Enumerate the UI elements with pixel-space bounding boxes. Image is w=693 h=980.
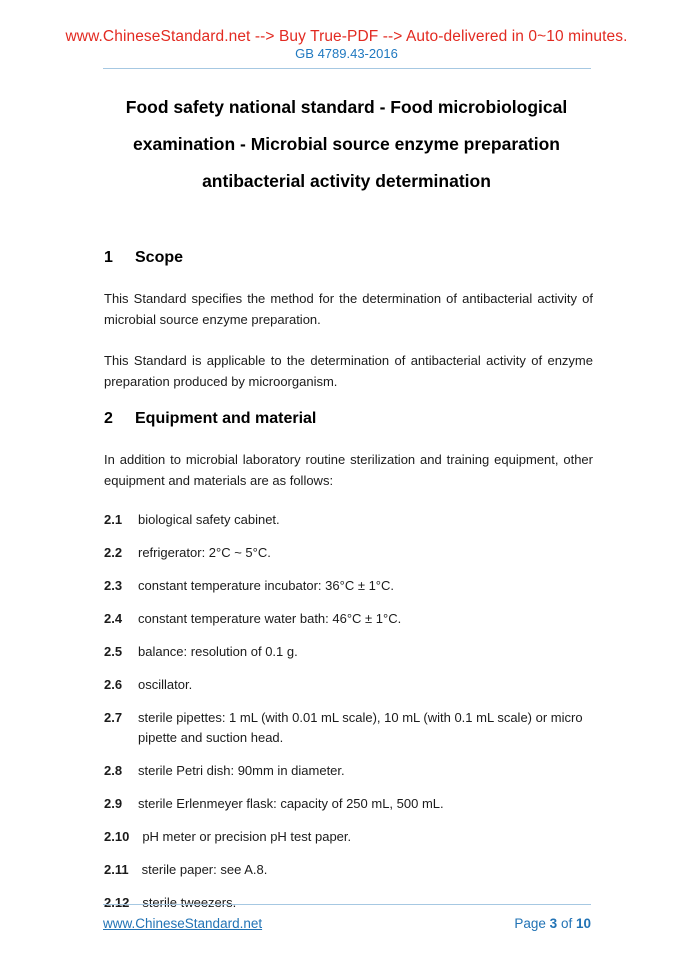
scope-paragraph-2: This Standard is applicable to the determination of antibacterial activity of enzyme preparation produced by microorganism. xyxy=(104,353,593,389)
page-total: 10 xyxy=(575,916,591,931)
item-text: balance: resolution of 0.1 g. xyxy=(138,644,298,659)
section-number: 1 xyxy=(104,249,113,266)
equipment-item xyxy=(104,576,593,596)
item-text: refrigerator: 2°C ~ 5°C. xyxy=(138,545,271,560)
equipment-item xyxy=(104,708,593,748)
item-number: 2.5 xyxy=(104,644,123,659)
document-title-line-1: Food safety national standard - Food microbiological xyxy=(125,97,568,117)
item-text: sterile tweezers. xyxy=(142,895,237,910)
equipment-item xyxy=(104,893,593,913)
document-title-line-3: antibacterial activity determination xyxy=(202,171,491,191)
equipment-item xyxy=(104,794,593,814)
item-text: constant temperature water bath: 46°C ± 1°C. xyxy=(138,611,402,626)
item-text: sterile Erlenmeyer flask: capacity of 250 mL, 500 mL. xyxy=(138,796,444,811)
equipment-item xyxy=(104,827,593,847)
page-footer xyxy=(103,915,591,933)
item-number: 2.12 xyxy=(104,895,130,910)
item-number: 2.10 xyxy=(104,829,130,844)
header-rule xyxy=(103,68,591,69)
section-number: 2 xyxy=(104,410,113,427)
item-number: 2.4 xyxy=(104,611,123,626)
equipment-item xyxy=(104,675,593,695)
item-text: constant temperature incubator: 36°C ± 1°C. xyxy=(138,578,394,593)
document-body xyxy=(0,247,693,913)
item-number: 2.6 xyxy=(104,677,123,692)
document-title xyxy=(0,89,693,200)
section-heading-scope xyxy=(104,247,593,268)
item-number: 2.11 xyxy=(104,862,129,877)
standard-code: GB 4789.43-2016 xyxy=(295,46,398,61)
item-number: 2.3 xyxy=(104,578,123,593)
equipment-item xyxy=(104,860,593,880)
item-number: 2.7 xyxy=(104,710,123,725)
page-word: Page xyxy=(514,916,546,931)
equipment-list xyxy=(104,510,593,913)
item-number: 2.9 xyxy=(104,796,123,811)
item-number: 2.8 xyxy=(104,763,123,778)
equipment-item xyxy=(104,761,593,781)
item-number: 2.2 xyxy=(104,545,123,560)
document-title-line-2: examination - Microbial source enzyme preparation xyxy=(133,134,560,154)
equipment-item xyxy=(104,642,593,662)
item-text: sterile pipettes: 1 mL (with 0.01 mL scale), 10 mL (with 0.1 mL scale) or micro pipette and suction head. xyxy=(138,710,583,745)
of-word: of xyxy=(560,916,573,931)
page-current: 3 xyxy=(549,916,558,931)
equipment-intro-paragraph: In addition to microbial laboratory routine sterilization and training equipment, other equipment and materials are as follows: xyxy=(104,452,593,488)
footer-rule xyxy=(103,904,591,905)
section-title: Equipment and material xyxy=(135,410,317,427)
promo-banner-text: www.ChineseStandard.net --> Buy True-PDF --> Auto-delivered in 0~10 minutes. xyxy=(65,28,628,45)
item-text: biological safety cabinet. xyxy=(138,512,280,527)
equipment-item xyxy=(104,543,593,563)
footer-website-link[interactable]: www.ChineseStandard.net xyxy=(103,916,263,931)
item-text: oscillator. xyxy=(138,677,193,692)
item-text: sterile Petri dish: 90mm in diameter. xyxy=(138,763,345,778)
section-title: Scope xyxy=(135,249,184,266)
scope-paragraph-1: This Standard specifies the method for the determination of antibacterial activity of microbial source enzyme preparation. xyxy=(104,291,593,327)
item-text: sterile paper: see A.8. xyxy=(141,862,268,877)
item-number: 2.1 xyxy=(104,512,123,527)
page-header xyxy=(0,0,693,69)
equipment-item xyxy=(104,609,593,629)
page-indicator xyxy=(514,915,591,933)
item-text: pH meter or precision pH test paper. xyxy=(142,829,352,844)
equipment-item xyxy=(104,510,593,530)
section-heading-equipment xyxy=(104,408,593,429)
